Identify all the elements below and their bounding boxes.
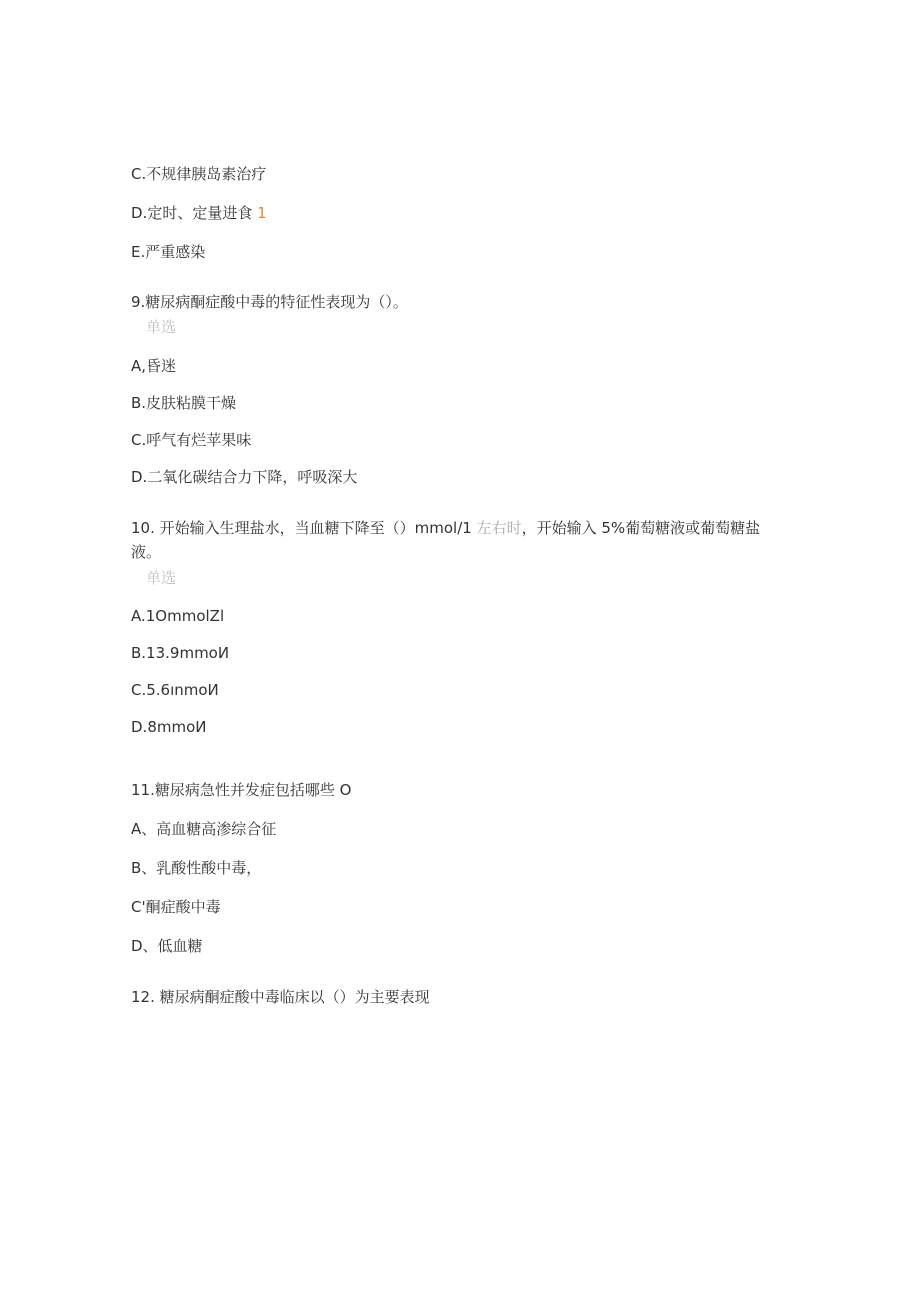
q10-option-c: C.5.6ınmoИ <box>131 681 219 699</box>
q9-option-c: C.呼气有烂苹果味 <box>131 431 252 449</box>
q10-question-part3: ，开始输入 5%葡萄糖液或葡萄糖盐液。 <box>131 519 761 561</box>
q10-option-a: A.1OmmolZl <box>131 607 225 625</box>
q8-option-d <box>131 203 267 223</box>
q9-option-b: B.皮肤粘膜干燥 <box>131 394 237 412</box>
q8-option-d-text: D.定时、定量进食 <box>131 204 253 222</box>
q12-question: 12. 糖尿病酮症酸中毒临床以（）为主要表现 <box>131 988 430 1006</box>
q8-option-e: E.严重感染 <box>131 243 206 261</box>
q9-option-a: A,昏迷 <box>131 357 177 375</box>
q10-question-part2: 左右时 <box>476 519 522 537</box>
q9-type-tag: 单选 <box>146 318 177 336</box>
q9-question: 9.糖尿病酮症酸中毒的特征性表现为（）。 <box>131 293 408 311</box>
q11-option-c: C'酮症酸中毒 <box>131 898 221 916</box>
q11-option-d: D、低血糖 <box>131 937 203 955</box>
q8-option-d-mark: 1 <box>257 204 267 222</box>
q8-option-c: C.不规律胰岛素治疗 <box>131 165 267 183</box>
q9-option-d: D.二氧化碳结合力下降，呼吸深大 <box>131 468 358 486</box>
q11-option-b: B、乳酸性酸中毒， <box>131 859 262 877</box>
q10-option-b: B.13.9mmoИ <box>131 644 230 662</box>
q10-question <box>131 516 781 564</box>
q11-question: 11.糖尿病急性并发症包括哪些 O <box>131 781 352 799</box>
q10-option-d: D.8mmoИ <box>131 718 207 736</box>
q10-question-part1: 10. 开始输入生理盐水，当血糖下降至（）mmol/1 <box>131 519 472 537</box>
q10-type-tag: 单选 <box>146 569 177 587</box>
q11-option-a: A、高血糖高渗综合征 <box>131 820 277 838</box>
